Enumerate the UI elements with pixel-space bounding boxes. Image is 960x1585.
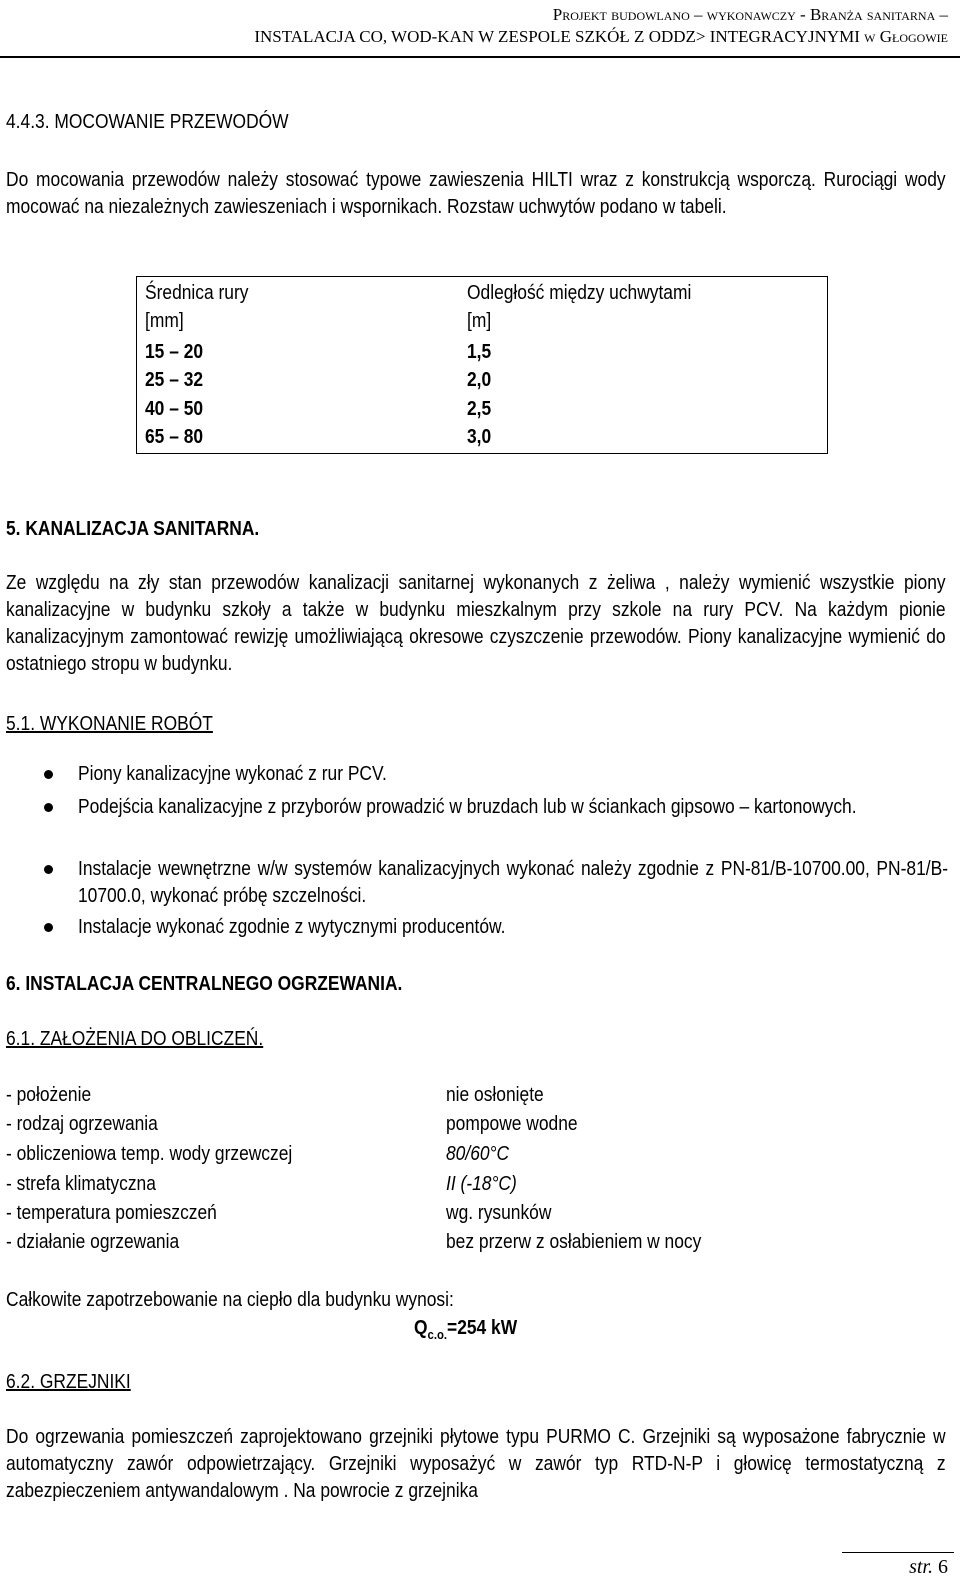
table-cell-distance: 2,0: [467, 369, 492, 391]
q-symbol: Q: [414, 1317, 428, 1339]
section-heading-4-4-3: 4.4.3. MOCOWANIE PRZEWODÓW: [6, 111, 289, 133]
param-value: bez przerw z osłabieniem w nocy: [446, 1231, 702, 1253]
table-cell-diameter: 15 – 20: [145, 341, 204, 363]
param-label: - położenie: [6, 1084, 92, 1106]
table-cell-distance: 2,5: [467, 398, 492, 420]
param-label: - działanie ogrzewania: [6, 1231, 180, 1253]
table-col2-unit: [m]: [467, 310, 492, 332]
mounting-paragraph: Do mocowania przewodów należy stosować typowe zawieszenia HILTI wraz z konstrukcją wsporczą. Rurociągi wody mocować na niezależnych zawieszeniach i wspornikach. Rozstaw uchwytów podano w tabeli.: [6, 169, 946, 218]
page-number: [909, 1553, 948, 1581]
header-line-2-city: w Głogowie: [864, 27, 948, 46]
header-line-2: [0, 26, 948, 48]
bullet-icon: [44, 865, 53, 874]
header-rule: [0, 56, 960, 58]
list-item: Podejścia kanalizacyjne z przyborów prowadzić w bruzdach lub w ściankach gipsowo – kartonowych.: [78, 796, 857, 818]
list-item: Instalacje wewnętrzne w/w systemów kanalizacyjnych wykonać należy zgodnie z PN-81/B-10700.00, PN-81/B-10700.0, wykonać próbę szczelności.: [78, 858, 948, 907]
q-subscript: c.o.: [427, 1327, 448, 1342]
q-value: =254 kW: [447, 1317, 518, 1339]
bullet-icon: [44, 923, 53, 932]
param-label: - strefa klimatyczna: [6, 1173, 156, 1195]
table-cell-diameter: 40 – 50: [145, 398, 204, 420]
table-cell-distance: 1,5: [467, 341, 492, 363]
sewage-paragraph: Ze względu na zły stan przewodów kanalizacji sanitarnej wykonanych z żeliwa , należy wymienić wszystkie piony kanalizacyjne w budynku szkoły a także w budynku mieszkalnym przy szkole na rury PCV. Na każdym pionie kanalizacyjnym zamontować rewizję umożliwiającą okresowe czyszczenie przewodów. Piony kanalizacyjne wymienić do ostatniego stropu w budynku.: [6, 572, 946, 675]
param-value: wg. rysunków: [446, 1202, 552, 1224]
param-label: - temperatura pomieszczeń: [6, 1202, 217, 1224]
bullet-icon: [44, 803, 53, 812]
param-value: pompowe wodne: [446, 1113, 578, 1135]
section-heading-6-2: 6.2. GRZEJNIKI: [6, 1371, 131, 1393]
list-item: Instalacje wykonać zgodnie z wytycznymi producentów.: [78, 916, 506, 938]
section-heading-6: 6. INSTALACJA CENTRALNEGO OGRZEWANIA.: [6, 973, 403, 995]
heat-demand-text: Całkowite zapotrzebowanie na ciepło dla budynku wynosi:: [6, 1289, 454, 1311]
param-label: - rodzaj ogrzewania: [6, 1113, 158, 1135]
section-heading-5: 5. KANALIZACJA SANITARNA.: [6, 518, 260, 540]
list-item: Piony kanalizacyjne wykonać z rur PCV.: [78, 763, 387, 785]
table-col1-unit: [mm]: [145, 310, 184, 332]
param-value: II (-18°C): [446, 1173, 517, 1195]
table-col1-header: Średnica rury: [145, 282, 249, 304]
param-value: 80/60°C: [446, 1143, 510, 1165]
section-heading-6-1: 6.1. ZAŁOŻENIA DO OBLICZEŃ.: [6, 1028, 264, 1050]
page-prefix: str.: [909, 1556, 933, 1578]
bullet-icon: [44, 770, 53, 779]
section-heading-5-1: 5.1. WYKONANIE ROBÓT: [6, 713, 213, 735]
table-cell-distance: 3,0: [467, 426, 492, 448]
table-col2-header: Odległość między uchwytami: [467, 282, 692, 304]
page-header: [0, 4, 948, 48]
table-cell-diameter: 65 – 80: [145, 426, 204, 448]
header-line-2-main: INSTALACJA CO, WOD-KAN W ZESPOLE SZKÓŁ Z ODDZ> INTEGRACYJNYMI: [254, 27, 860, 46]
param-value: nie osłonięte: [446, 1084, 544, 1106]
table-cell-diameter: 25 – 32: [145, 369, 204, 391]
page-number-value: 6: [938, 1556, 948, 1578]
radiators-paragraph: Do ogrzewania pomieszczeń zaprojektowano grzejniki płytowe typu PURMO C. Grzejniki są wyposażone fabrycznie w automatyczny zawór odpowietrzający. Grzejniki wyposażyć w zawór typ RTD-N-P i głowicę termostatyczną z zabezpieczeniem antywandalowym . Na powrocie z grzejnika: [6, 1426, 946, 1502]
header-line-1: Projekt budowlano – wykonawczy - Branża sanitarna –: [552, 5, 948, 24]
param-label: - obliczeniowa temp. wody grzewczej: [6, 1143, 293, 1165]
heat-demand-value: [414, 1314, 517, 1349]
